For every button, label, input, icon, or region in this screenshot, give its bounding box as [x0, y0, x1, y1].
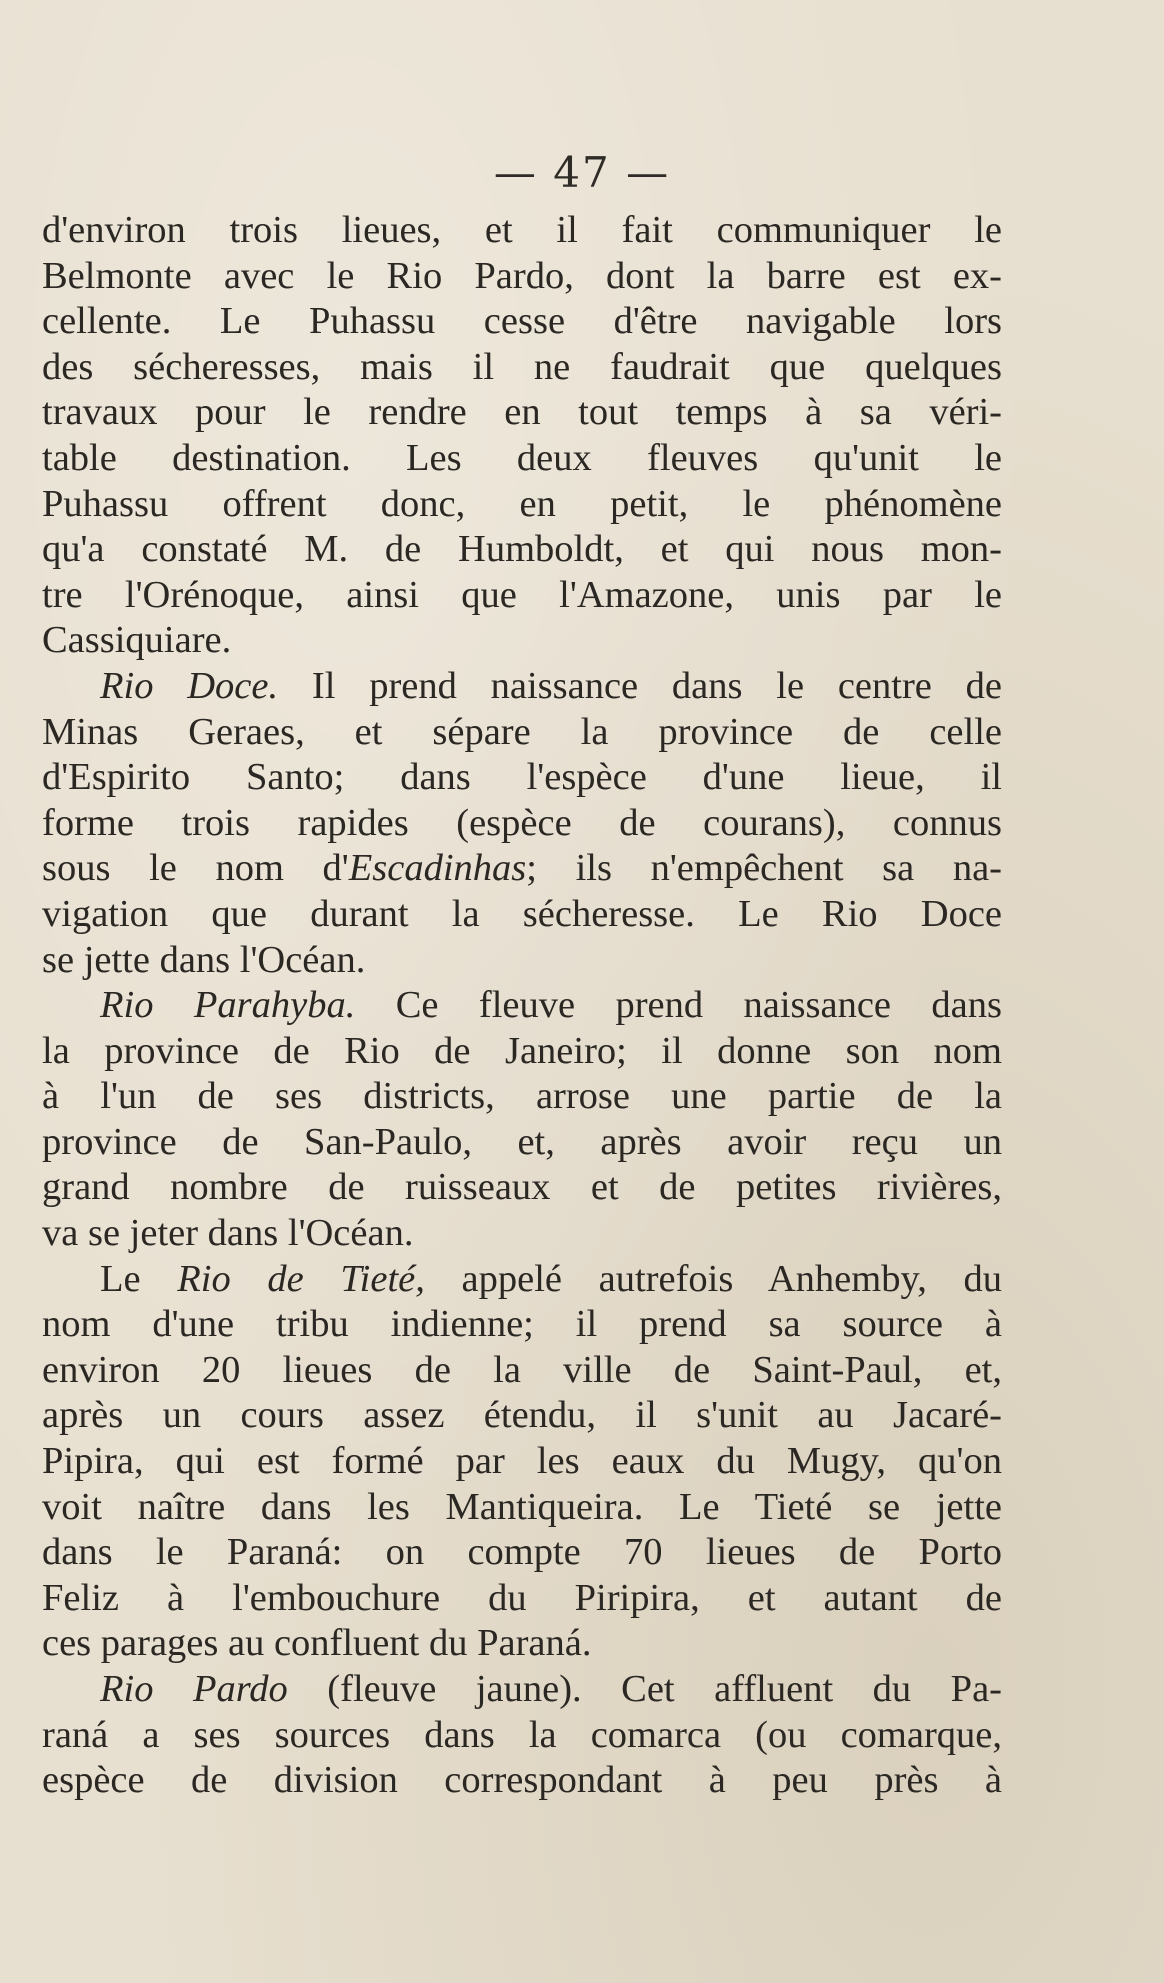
text-line: table destination. Les deux fleuves qu'unit le: [42, 436, 1002, 479]
text-line: voit naître dans les Mantiqueira. Le Tieté se jette: [42, 1485, 1002, 1528]
text-line: province de San-Paulo, et, après avoir reçu un: [42, 1120, 1002, 1163]
text-line: nom d'une tribu indienne; il prend sa source à: [42, 1303, 1002, 1346]
text-line: espèce de division correspondant à peu près à: [42, 1759, 1002, 1802]
text-line: Le Rio de Tieté, appelé autrefois Anhemby, du: [100, 1257, 1002, 1300]
text-line: raná a ses sources dans la comarca (ou comarque,: [42, 1713, 1002, 1756]
river-name: Rio Pardo: [100, 1668, 288, 1710]
text-line: Minas Geraes, et sépare la province de celle: [42, 710, 1002, 753]
river-name: Rio Parahyba.: [100, 984, 356, 1027]
text-line: après un cours assez étendu, il s'unit au Jacaré-: [42, 1394, 1002, 1437]
text-line: ces parages au confluent du Paraná.: [42, 1622, 592, 1665]
paragraph-rio-parahyba: [42, 983, 1002, 1257]
paragraph-rio-de-tiete: [42, 1257, 1002, 1667]
paragraph-rio-doce: [42, 664, 1002, 983]
river-name: Rio Doce.: [100, 664, 279, 707]
text-line: sous le nom d'Escadinhas; ils n'empêchent sa na-: [42, 847, 1002, 890]
text-line: tre l'Orénoque, ainsi que l'Amazone, unis par le: [42, 573, 1002, 616]
text-line: Pipira, qui est formé par les eaux du Mugy, qu'on: [42, 1440, 1002, 1483]
text-line: Rio Pardo (fleuve jaune). Cet affluent du Pa-: [100, 1668, 1002, 1710]
text-line: cellente. Le Puhassu cesse d'être navigable lors: [42, 300, 1002, 343]
text-line: Rio Doce. Il prend naissance dans le centre de: [100, 664, 1002, 707]
text-line: Rio Parahyba. Ce fleuve prend naissance dans: [100, 984, 1002, 1027]
text-line: Puhassu offrent donc, en petit, le phénomène: [42, 482, 1002, 525]
text-line: dans le Paraná: on compte 70 lieues de Porto: [42, 1531, 1002, 1574]
text-line: des sécheresses, mais il ne faudrait que quelques: [42, 345, 1002, 388]
page-number: — 47 —: [493, 148, 671, 197]
paragraph-rio-pardo: [42, 1667, 1002, 1804]
text-line: va se jeter dans l'Océan.: [42, 1212, 414, 1255]
text-line: forme trois rapides (espèce de courans), connus: [42, 801, 1002, 844]
text-line: Cassiquiare.: [42, 619, 232, 662]
body-text: [42, 208, 1002, 1804]
text-line: grand nombre de ruisseaux et de petites rivières,: [42, 1166, 1002, 1209]
river-name: Rio de Tieté,: [177, 1257, 425, 1300]
text-line: Belmonte avec le Rio Pardo, dont la barre est ex-: [42, 254, 1002, 297]
text-line: qu'a constaté M. de Humboldt, et qui nous mon-: [42, 528, 1002, 571]
italic-term: Escadinhas: [348, 847, 527, 890]
text-line: travaux pour le rendre en tout temps à sa véri-: [42, 391, 1002, 434]
text-line: la province de Rio de Janeiro; il donne son nom: [42, 1029, 1002, 1072]
text-line: vigation que durant la sécheresse. Le Rio Doce: [42, 892, 1002, 935]
text-line: Feliz à l'embouchure du Piripira, et autant de: [42, 1576, 1002, 1619]
text-line: d'environ trois lieues, et il fait communiquer le: [42, 209, 1002, 251]
text-line: d'Espirito Santo; dans l'espèce d'une lieue, il: [42, 756, 1002, 799]
paragraph: [42, 208, 1002, 664]
text-line: se jette dans l'Océan.: [42, 938, 366, 981]
text-line: à l'un de ses districts, arrose une partie de la: [42, 1075, 1002, 1118]
text-line: environ 20 lieues de la ville de Saint-Paul, et,: [42, 1348, 1002, 1391]
